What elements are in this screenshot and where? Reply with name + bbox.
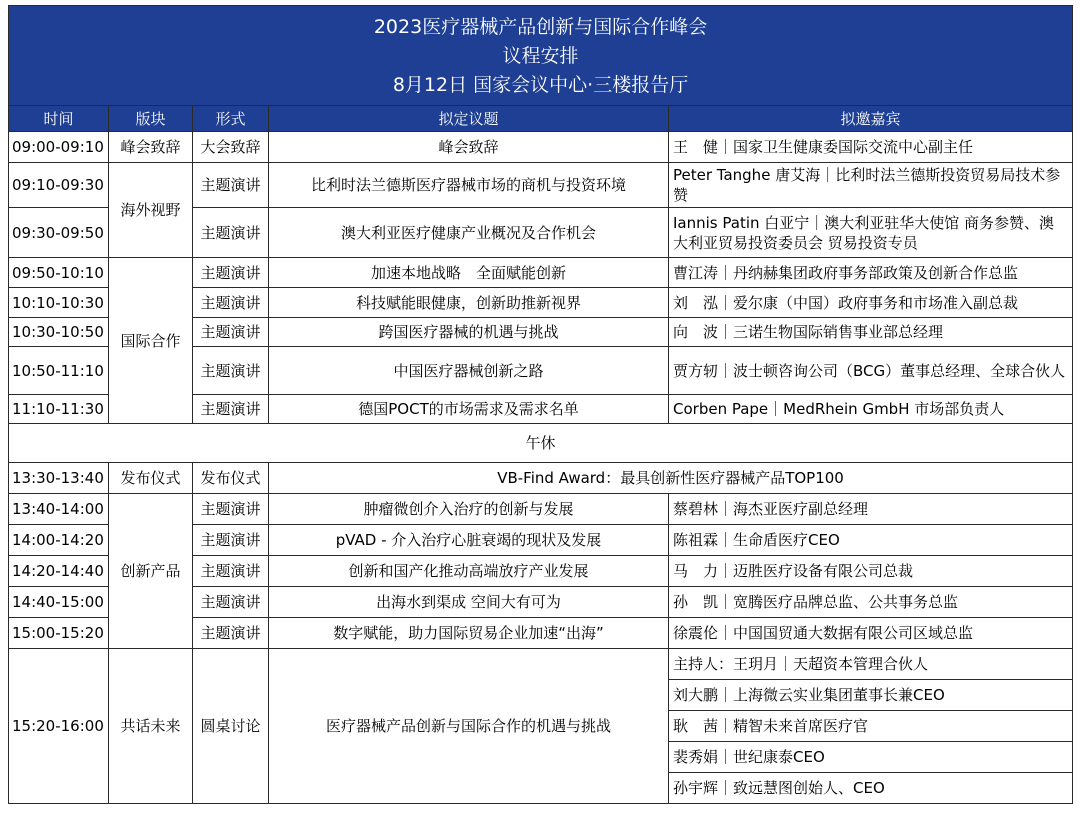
format-cell: 大会致辞: [193, 132, 269, 163]
topic-cell: 创新和国产化推动高端放疗产业发展: [269, 556, 669, 587]
guest-cell: 徐震伦｜中国国贸通大数据有限公司区域总监: [669, 618, 1073, 649]
section-cell: 共话未来: [109, 649, 193, 804]
time-cell: 09:50-10:10: [9, 258, 109, 288]
col-time-header: 时间: [9, 106, 109, 132]
guest-cell: Peter Tanghe 唐艾海｜比利时法兰德斯投资贸易局技术参赞: [669, 163, 1073, 208]
agenda-subtitle: 议程安排: [502, 44, 579, 67]
guest-cell: Iannis Patin 白亚宁｜澳大利亚驻华大使馆 商务参赞、澳大利亚贸易投资委员会 贸易投资专员: [669, 208, 1073, 258]
event-title: 2023医疗器械产品创新与国际合作峰会: [373, 15, 708, 38]
table-row: [9, 163, 1073, 208]
format-cell: 圆桌讨论: [193, 649, 269, 804]
time-cell: 14:20-14:40: [9, 556, 109, 587]
col-section-header: 版块: [109, 106, 193, 132]
format-cell: 主题演讲: [193, 587, 269, 618]
lunch-row: [9, 424, 1073, 463]
topic-cell: 跨国医疗器械的机遇与挑战: [269, 318, 669, 347]
time-cell: 14:00-14:20: [9, 525, 109, 556]
agenda-table: [8, 5, 1073, 804]
section-cell: 峰会致辞: [109, 132, 193, 163]
table-row: [9, 258, 1073, 288]
topic-cell: 中国医疗器械创新之路: [269, 347, 669, 395]
topic-cell: 峰会致辞: [269, 132, 669, 163]
format-cell: 主题演讲: [193, 163, 269, 208]
topic-cell: 科技赋能眼健康，创新助推新视界: [269, 288, 669, 318]
section-cell: 海外视野: [109, 163, 193, 258]
time-cell: 14:40-15:00: [9, 587, 109, 618]
format-cell: 主题演讲: [193, 494, 269, 525]
topic-cell: 比利时法兰德斯医疗器械市场的商机与投资环境: [269, 163, 669, 208]
guest-cell: 蔡碧林｜海杰亚医疗副总经理: [669, 494, 1073, 525]
format-cell: 主题演讲: [193, 618, 269, 649]
title-row: [9, 6, 1073, 106]
section-cell: 创新产品: [109, 494, 193, 649]
time-cell: 15:00-15:20: [9, 618, 109, 649]
guest-cell: 裴秀娟｜世纪康泰CEO: [669, 742, 1073, 773]
format-cell: 主题演讲: [193, 347, 269, 395]
lunch-break: 午休: [9, 424, 1073, 463]
guest-cell: Corben Pape｜MedRhein GmbH 市场部负责人: [669, 395, 1073, 424]
table-row: [9, 132, 1073, 163]
format-cell: 主题演讲: [193, 525, 269, 556]
topic-cell: 肿瘤微创介入治疗的创新与发展: [269, 494, 669, 525]
time-cell: 10:30-10:50: [9, 318, 109, 347]
guest-cell: 孙宇辉｜致远慧图创始人、CEO: [669, 773, 1073, 804]
guest-cell: 陈祖霖｜生命盾医疗CEO: [669, 525, 1073, 556]
col-guest-header: 拟邀嘉宾: [669, 106, 1073, 132]
time-cell: 09:00-09:10: [9, 132, 109, 163]
time-cell: 10:50-11:10: [9, 347, 109, 395]
topic-cell: 出海水到渠成 空间大有可为: [269, 587, 669, 618]
format-cell: 主题演讲: [193, 208, 269, 258]
date-venue: 8月12日 国家会议中心·三楼报告厅: [392, 73, 689, 96]
guest-cell: 向 波｜三诺生物国际销售事业部总经理: [669, 318, 1073, 347]
time-cell: 13:40-14:00: [9, 494, 109, 525]
format-cell: 主题演讲: [193, 395, 269, 424]
topic-cell: 澳大利亚医疗健康产业概况及合作机会: [269, 208, 669, 258]
guest-cell: 刘大鹏｜上海微云实业集团董事长兼CEO: [669, 680, 1073, 711]
award-topic-cell: VB-Find Award：最具创新性医疗器械产品TOP100: [269, 463, 1073, 494]
topic-cell: pVAD - 介入治疗心脏衰竭的现状及发展: [269, 525, 669, 556]
table-row: [9, 494, 1073, 525]
format-cell: 发布仪式: [193, 463, 269, 494]
section-cell: 发布仪式: [109, 463, 193, 494]
guest-cell: 曹江涛｜丹纳赫集团政府事务部政策及创新合作总监: [669, 258, 1073, 288]
format-cell: 主题演讲: [193, 258, 269, 288]
guest-cell: 刘 泓｜爱尔康（中国）政府事务和市场准入副总裁: [669, 288, 1073, 318]
topic-cell: 医疗器械产品创新与国际合作的机遇与挑战: [269, 649, 669, 804]
guest-cell: 马 力｜迈胜医疗设备有限公司总裁: [669, 556, 1073, 587]
time-cell: 15:20-16:00: [9, 649, 109, 804]
time-cell: 09:30-09:50: [9, 208, 109, 258]
format-cell: 主题演讲: [193, 288, 269, 318]
format-cell: 主题演讲: [193, 556, 269, 587]
guest-cell: 耿 茜｜精智未来首席医疗官: [669, 711, 1073, 742]
time-cell: 13:30-13:40: [9, 463, 109, 494]
topic-cell: 加速本地战略 全面赋能创新: [269, 258, 669, 288]
guest-cell: 贾方轫｜波士顿咨询公司（BCG）董事总经理、全球合伙人: [669, 347, 1073, 395]
roundtable-row: [9, 649, 1073, 680]
time-cell: 11:10-11:30: [9, 395, 109, 424]
column-header-row: [9, 106, 1073, 132]
format-cell: 主题演讲: [193, 318, 269, 347]
guest-cell: 孙 凯｜宽腾医疗品牌总监、公共事务总监: [669, 587, 1073, 618]
col-topic-header: 拟定议题: [269, 106, 669, 132]
agenda-document: [8, 5, 1072, 804]
time-cell: 09:10-09:30: [9, 163, 109, 208]
topic-cell: 德国POCT的市场需求及需求名单: [269, 395, 669, 424]
topic-cell: 数字赋能，助力国际贸易企业加速“出海”: [269, 618, 669, 649]
title-block: [9, 6, 1073, 106]
time-cell: 10:10-10:30: [9, 288, 109, 318]
award-row: [9, 463, 1073, 494]
section-cell: 国际合作: [109, 258, 193, 424]
guest-cell: 王 健｜国家卫生健康委国际交流中心副主任: [669, 132, 1073, 163]
col-format-header: 形式: [193, 106, 269, 132]
guest-cell: 主持人：王玥月｜天超资本管理合伙人: [669, 649, 1073, 680]
